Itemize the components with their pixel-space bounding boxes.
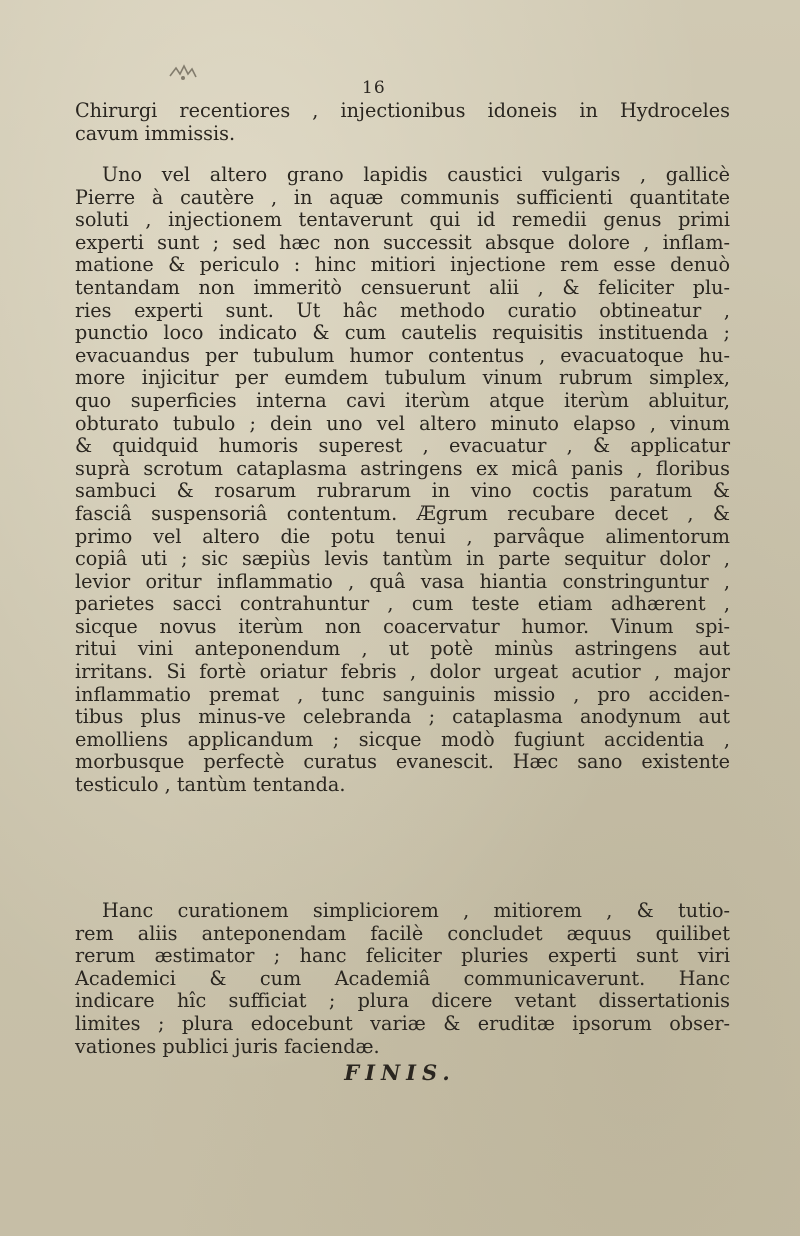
text-line: ritui vini anteponendum , ut potè minùs astringens aut [75, 637, 730, 661]
text-line: obturato tubulo ; dein uno vel altero minuto elapso , vinum [75, 411, 730, 435]
text-line: ries experti sunt. Ut hâc methodo curatio obtineatur , [75, 298, 730, 322]
text-line: testiculo , tantùm tentanda. [75, 773, 346, 797]
finis-colophon: FINIS. [344, 1060, 456, 1085]
text-line: Academici & cum Academiâ communicaverunt. Hanc [75, 966, 730, 990]
text-line: sambuci & rosarum rubrarum in vino coctis paratum & [75, 479, 730, 503]
text-line: soluti , injectionem tentaverunt qui id remedii genus primi [75, 208, 730, 232]
paragraph-method [75, 164, 730, 797]
text-line: evacuandus per tubulum humor contentus , evacuatoque hu- [75, 343, 730, 367]
text-line: levior oritur inflammatio , quâ vasa hiantia constringuntur , [75, 569, 730, 593]
text-line: sicque novus iterùm non coacervatur humor. Vinum spi- [75, 614, 730, 638]
text-line: morbusque perfectè curatus evanescit. Hæc sano existente [75, 750, 730, 774]
paragraph-conclusion [75, 900, 730, 1058]
text-line: primo vel altero die potu tenui , parvâque alimentorum [75, 524, 730, 548]
text-line: cavum immissis. [75, 121, 236, 145]
page-number: 16 [362, 78, 386, 98]
text-line: indicare hîc sufficiat ; plura dicere vetant dissertationis [75, 989, 730, 1013]
text-line: limites ; plura edocebunt variæ & eruditæ ipsorum obser- [75, 1011, 730, 1035]
text-line: Pierre à cautère , in aquæ communis sufficienti quantitate [75, 185, 730, 209]
text-line: tibus plus minus-ve celebranda ; cataplasma anodynum aut [75, 705, 730, 729]
text-line: matione & periculo : hinc mitiori injectione rem esse denuò [75, 253, 730, 277]
paragraph-intro [75, 100, 730, 145]
text-line: punctio loco indicato & cum cautelis requisitis instituenda ; [75, 321, 730, 345]
text-line: rem aliis anteponendam facilè concludet æquus quilibet [75, 921, 730, 945]
text-line: parietes sacci contrahuntur , cum teste etiam adhærent , [75, 592, 730, 616]
text-line: rerum æstimator ; hanc feliciter pluries experti sunt viri [75, 944, 730, 968]
text-line: emolliens applicandum ; sicque modò fugiunt accidentia , [75, 727, 730, 751]
text-line: Hanc curationem simpliciorem , mitiorem , & tutio- [102, 899, 730, 922]
text-line: Chirurgi recentiores , injectionibus idoneis in Hydroceles [75, 99, 730, 122]
text-line: copiâ uti ; sic sæpiùs levis tantùm in parte sequitur dolor , [75, 547, 730, 571]
text-line: inflammatio premat , tunc sanguinis missio , pro acciden- [75, 682, 730, 706]
text-line: irritans. Si fortè oriatur febris , dolor urgeat acutior , major [75, 660, 730, 684]
text-line: & quidquid humoris superest , evacuatur , & applicatur [75, 434, 730, 458]
text-line: fasciâ suspensoriâ contentum. Ægrum recubare decet , & [75, 501, 730, 525]
text-line: vationes publici juris faciendæ. [75, 1034, 380, 1058]
text-line: quo superficies interna cavi iterùm atque iterùm abluitur, [75, 388, 730, 412]
text-line: experti sunt ; sed hæc non successit absque dolore , inflam- [75, 230, 730, 254]
text-line: suprà scrotum cataplasma astringens ex micâ panis , floribus [75, 456, 730, 480]
text-line: tentandam non immeritò censuerunt alii , & feliciter plu- [75, 275, 730, 299]
text-line: Uno vel altero grano lapidis caustici vulgaris , gallicè [102, 163, 730, 186]
text-line: more injicitur per eumdem tubulum vinum rubrum simplex, [75, 366, 730, 390]
library-stamp-mark [168, 62, 198, 82]
